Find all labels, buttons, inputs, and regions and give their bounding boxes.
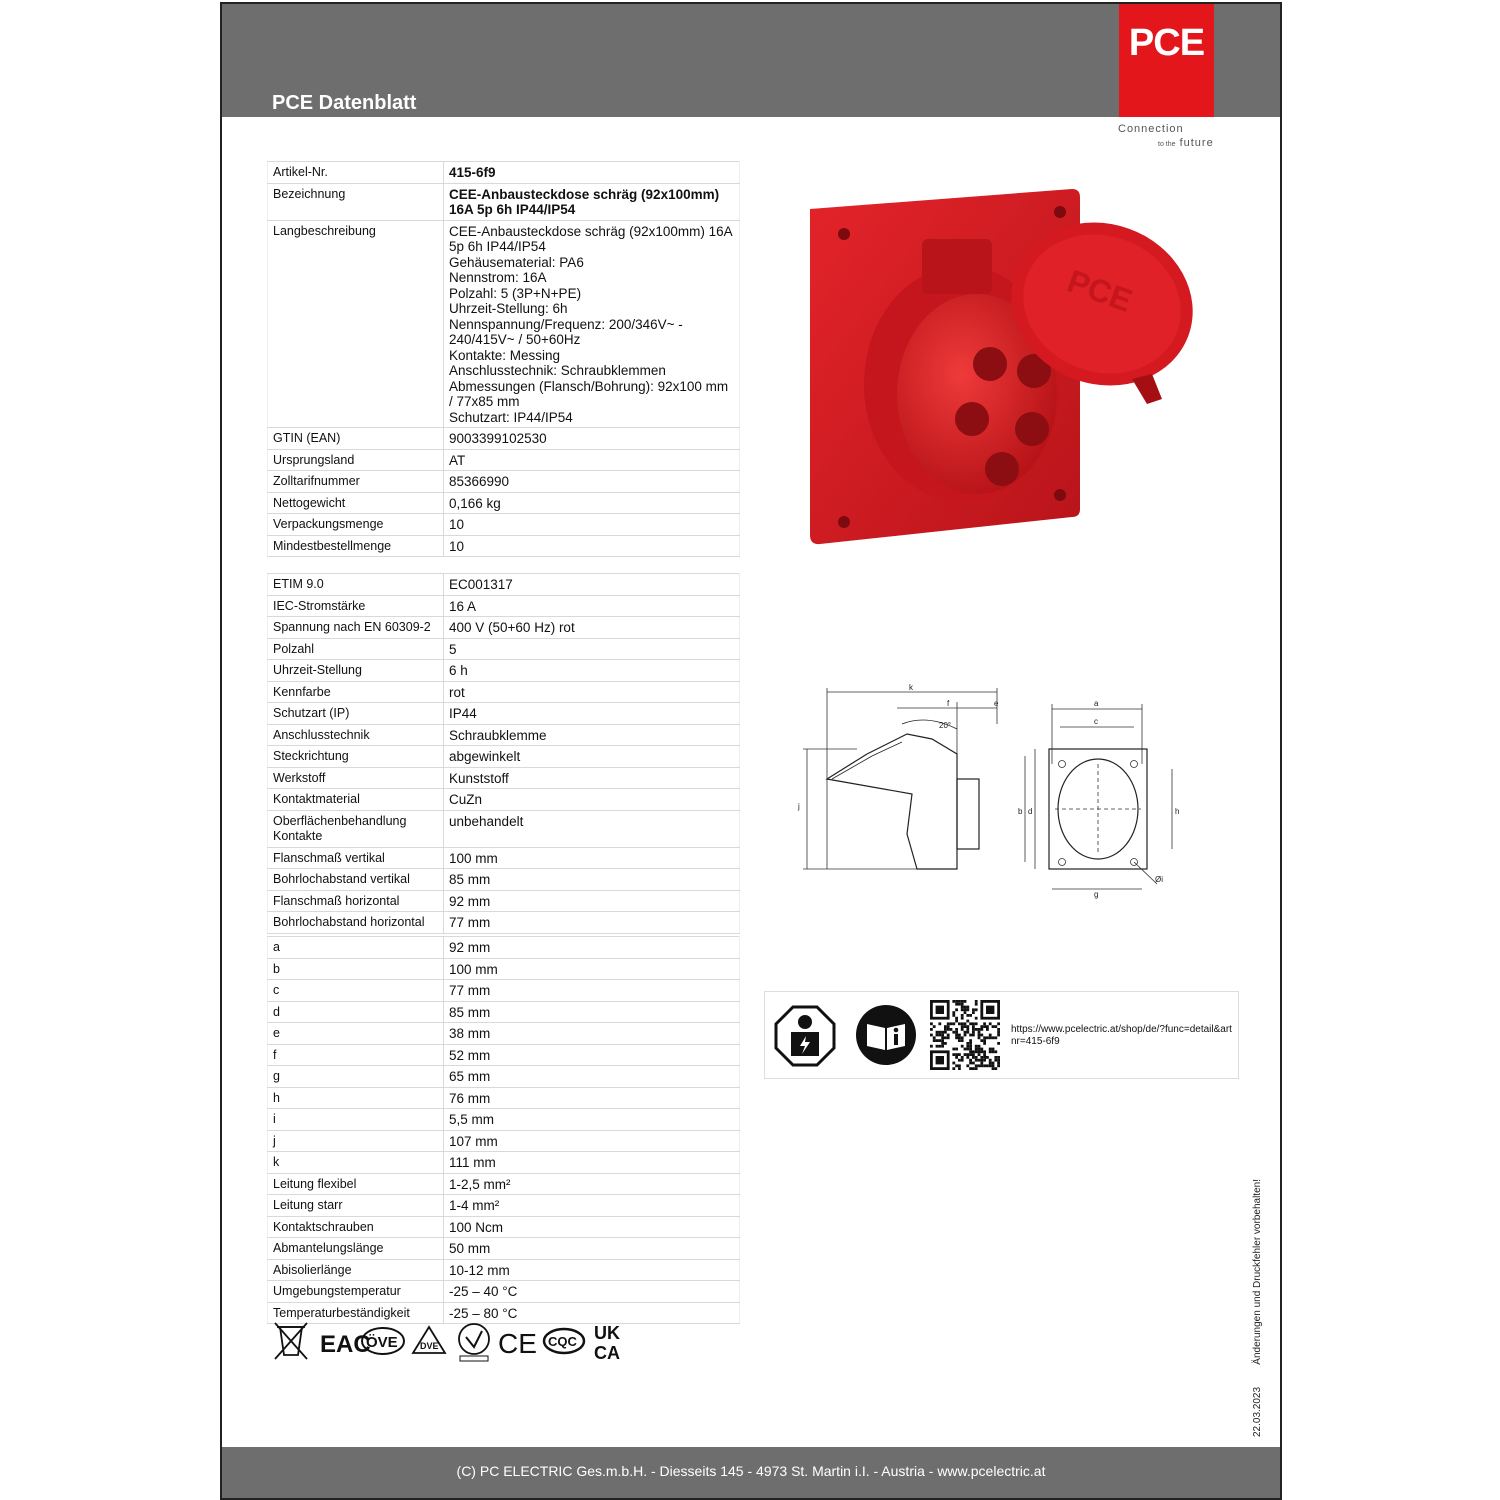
description-line: Kontakte: Messing — [449, 347, 561, 363]
table-row — [268, 183, 740, 220]
general-info-table — [267, 161, 740, 557]
svg-text:b: b — [1018, 807, 1023, 816]
ce-mark: CE — [498, 1328, 537, 1359]
row-label: b — [268, 958, 444, 980]
row-label: Umgebungstemperatur — [268, 1281, 444, 1303]
svg-text:c: c — [1094, 717, 1098, 726]
svg-text:k: k — [909, 684, 913, 692]
ukca-mark-bottom: CA — [594, 1343, 620, 1363]
info-icon-box — [764, 991, 1239, 1079]
description-line: Anschlusstechnik: Schraubklemmen — [449, 363, 666, 378]
row-value: 52 mm — [444, 1044, 740, 1066]
row-label: Bohrlochabstand vertikal — [268, 869, 444, 891]
row-value: 85366990 — [444, 471, 740, 493]
ukrsepro-mark-icon — [459, 1324, 489, 1354]
table-row — [268, 660, 740, 682]
weee-bin-icon — [275, 1323, 307, 1359]
row-value: rot — [444, 681, 740, 703]
row-value: 85 mm — [444, 1001, 740, 1023]
row-value: 77 mm — [444, 912, 740, 934]
certification-marks — [272, 1319, 632, 1364]
row-value: 100 mm — [444, 958, 740, 980]
description-line: Polzahl: 5 (3P+N+PE) — [449, 285, 582, 301]
table-row — [268, 471, 740, 493]
description-line: Uhrzeit-Stellung: 6h — [449, 301, 568, 316]
svg-text:a: a — [1094, 699, 1099, 708]
description-line: Schutzart: IP44/IP54 — [449, 409, 573, 425]
row-label: Kennfarbe — [268, 681, 444, 703]
dimensions-table — [267, 936, 740, 1324]
table-row — [268, 890, 740, 912]
table-row — [268, 1173, 740, 1195]
row-value: 16 A — [444, 595, 740, 617]
header-bar — [222, 4, 1280, 117]
read-manual-icon — [855, 1004, 917, 1066]
description-line: CEE-Anbausteckdose schräg (92x100mm) 16A 5p 6h IP44/IP54 — [449, 223, 732, 254]
row-label: k — [268, 1152, 444, 1174]
row-label: Schutzart (IP) — [268, 703, 444, 725]
row-label: Spannung nach EN 60309-2 — [268, 617, 444, 639]
row-value: 9003399102530 — [444, 428, 740, 450]
row-value: EC001317 — [444, 574, 740, 596]
product-url-link[interactable]: https://www.pcelectric.at/shop/de/?func=detail&artnr=415-6f9 — [1011, 1024, 1232, 1047]
table-row — [268, 574, 740, 596]
row-label: IEC-Stromstärke — [268, 595, 444, 617]
cqc-mark: CQC — [548, 1334, 577, 1349]
row-label: Kontaktschrauben — [268, 1216, 444, 1238]
row-value: 111 mm — [444, 1152, 740, 1174]
table-row — [268, 810, 740, 847]
table-row — [268, 980, 740, 1002]
table-row — [268, 1281, 740, 1303]
svg-text:20°: 20° — [939, 721, 952, 730]
row-value: unbehandelt — [444, 810, 740, 847]
row-value: 38 mm — [444, 1023, 740, 1045]
row-label: Anschlusstechnik — [268, 724, 444, 746]
row-label: h — [268, 1087, 444, 1109]
logo-text: PCE — [1128, 22, 1205, 64]
row-value: Schraubklemme — [444, 724, 740, 746]
table-row — [268, 746, 740, 768]
row-value: AT — [444, 449, 740, 471]
table-row — [268, 617, 740, 639]
row-label: a — [268, 937, 444, 959]
row-label: f — [268, 1044, 444, 1066]
row-value: CEE-Anbausteckdose schräg (92x100mm) 16A 5p 6h IP44/IP54 — [444, 183, 740, 220]
row-value: -25 – 80 °C — [444, 1302, 740, 1324]
row-value: 10-12 mm — [444, 1259, 740, 1281]
svg-text:d: d — [1028, 807, 1033, 816]
row-label: Polzahl — [268, 638, 444, 660]
row-value: 65 mm — [444, 1066, 740, 1088]
svg-text:Øi: Øi — [1155, 875, 1163, 884]
row-label: Werkstoff — [268, 767, 444, 789]
row-value: 100 Ncm — [444, 1216, 740, 1238]
row-label: Flanschmaß vertikal — [268, 847, 444, 869]
datasheet-page — [220, 2, 1282, 1500]
ove-mark: ÖVE — [366, 1334, 398, 1351]
product-image — [802, 179, 1202, 554]
table-row — [268, 449, 740, 471]
row-value: 100 mm — [444, 847, 740, 869]
row-label: Leitung flexibel — [268, 1173, 444, 1195]
row-value: 1-2,5 mm² — [444, 1173, 740, 1195]
pce-logo — [1119, 4, 1214, 117]
table-row — [268, 535, 740, 557]
row-label: Mindestbestellmenge — [268, 535, 444, 557]
table-row — [268, 937, 740, 959]
table-row — [268, 1259, 740, 1281]
svg-text:j: j — [798, 802, 800, 811]
row-label: Steckrichtung — [268, 746, 444, 768]
row-value: 92 mm — [444, 937, 740, 959]
description-line: Gehäusematerial: PA6 — [449, 254, 584, 270]
row-value: 76 mm — [444, 1087, 740, 1109]
table-row — [268, 1152, 740, 1174]
row-value: 5,5 mm — [444, 1109, 740, 1131]
table-row — [268, 1066, 740, 1088]
table-row — [268, 789, 740, 811]
page-title: PCE Datenblatt — [272, 92, 417, 114]
row-label: Zolltarifnummer — [268, 471, 444, 493]
row-label: Abmantelungslänge — [268, 1238, 444, 1260]
row-label: g — [268, 1066, 444, 1088]
qr-code-icon[interactable] — [930, 1000, 1000, 1070]
row-value: 415-6f9 — [444, 162, 740, 184]
row-value: 50 mm — [444, 1238, 740, 1260]
svg-text:f: f — [947, 699, 950, 708]
table-row — [268, 1044, 740, 1066]
svg-text:h: h — [1175, 807, 1180, 816]
row-value: abgewinkelt — [444, 746, 740, 768]
row-label: Flanschmaß horizontal — [268, 890, 444, 912]
row-value: 10 — [444, 514, 740, 536]
row-label: ETIM 9.0 — [268, 574, 444, 596]
footer-text: (C) PC ELECTRIC Ges.m.b.H. - Diesseits 145 - 4973 St. Martin i.I. - Austria - www.pcelectric.at — [456, 1463, 1046, 1479]
row-label: Verpackungsmenge — [268, 514, 444, 536]
row-label: Artikel-Nr. — [268, 162, 444, 184]
row-label: c — [268, 980, 444, 1002]
row-label: j — [268, 1130, 444, 1152]
table-row — [268, 681, 740, 703]
row-label: Oberflächenbehandlung Kontakte — [268, 810, 444, 847]
row-label: Nettogewicht — [268, 492, 444, 514]
eac-mark: EAC — [320, 1331, 371, 1358]
table-row — [268, 1130, 740, 1152]
description-line: Abmessungen (Flansch/Bohrung): 92x100 mm / 77x85 mm — [449, 378, 729, 409]
row-label: Bezeichnung — [268, 183, 444, 220]
row-label: d — [268, 1001, 444, 1023]
row-value: 6 h — [444, 660, 740, 682]
table-row — [268, 1238, 740, 1260]
table-row — [268, 492, 740, 514]
row-label: i — [268, 1109, 444, 1131]
row-label: Abisolierlänge — [268, 1259, 444, 1281]
table-row — [268, 514, 740, 536]
technical-drawing — [797, 684, 1217, 899]
svg-text:e: e — [994, 699, 999, 708]
table-row — [268, 1023, 740, 1045]
table-row — [268, 428, 740, 450]
table-row — [268, 1001, 740, 1023]
table-row — [268, 220, 740, 428]
row-label: Kontaktmaterial — [268, 789, 444, 811]
table-row — [268, 724, 740, 746]
row-value: 400 V (50+60 Hz) rot — [444, 617, 740, 639]
ukca-mark-top: UK — [594, 1323, 620, 1343]
row-value: Kunststoff — [444, 767, 740, 789]
row-value: -25 – 40 °C — [444, 1281, 740, 1303]
row-label: Bohrlochabstand horizontal — [268, 912, 444, 934]
side-note: 22.03.2023 Änderungen und Druckfehler vorbehalten! — [1252, 1179, 1263, 1437]
table-row — [268, 958, 740, 980]
row-value: 1-4 mm² — [444, 1195, 740, 1217]
tagline-future: to the future — [1158, 137, 1214, 149]
row-label: Leitung starr — [268, 1195, 444, 1217]
row-value: 0,166 kg — [444, 492, 740, 514]
row-label: Temperaturbeständigkeit — [268, 1302, 444, 1324]
footer-bar — [222, 1447, 1280, 1498]
table-row — [268, 767, 740, 789]
row-label: Uhrzeit-Stellung — [268, 660, 444, 682]
etim-table — [267, 573, 740, 934]
lid-logo: PCE — [1062, 262, 1137, 319]
row-value: 5 — [444, 638, 740, 660]
tagline-connection: Connection — [1118, 123, 1184, 135]
table-row — [268, 1216, 740, 1238]
svg-text:g: g — [1094, 890, 1099, 899]
row-value — [444, 220, 740, 428]
table-row — [268, 595, 740, 617]
row-value: 10 — [444, 535, 740, 557]
row-label: Langbeschreibung — [268, 220, 444, 428]
row-value: 107 mm — [444, 1130, 740, 1152]
row-label: Ursprungsland — [268, 449, 444, 471]
table-row — [268, 912, 740, 934]
row-value: 85 mm — [444, 869, 740, 891]
row-label: e — [268, 1023, 444, 1045]
table-row — [268, 1087, 740, 1109]
description-line: Nennspannung/Frequenz: 200/346V~ - 240/415V~ / 50+60Hz — [449, 316, 683, 347]
table-row — [268, 1109, 740, 1131]
table-row — [268, 638, 740, 660]
dve-mark: DVE — [420, 1341, 439, 1351]
table-row — [268, 703, 740, 725]
row-value: IP44 — [444, 703, 740, 725]
row-label: GTIN (EAN) — [268, 428, 444, 450]
table-row — [268, 1195, 740, 1217]
row-value: 92 mm — [444, 890, 740, 912]
row-value: CuZn — [444, 789, 740, 811]
table-row — [268, 847, 740, 869]
table-row — [268, 162, 740, 184]
qualified-electrician-icon — [773, 1004, 837, 1068]
table-row — [268, 869, 740, 891]
description-line: Nennstrom: 16A — [449, 270, 547, 285]
row-value: 77 mm — [444, 980, 740, 1002]
